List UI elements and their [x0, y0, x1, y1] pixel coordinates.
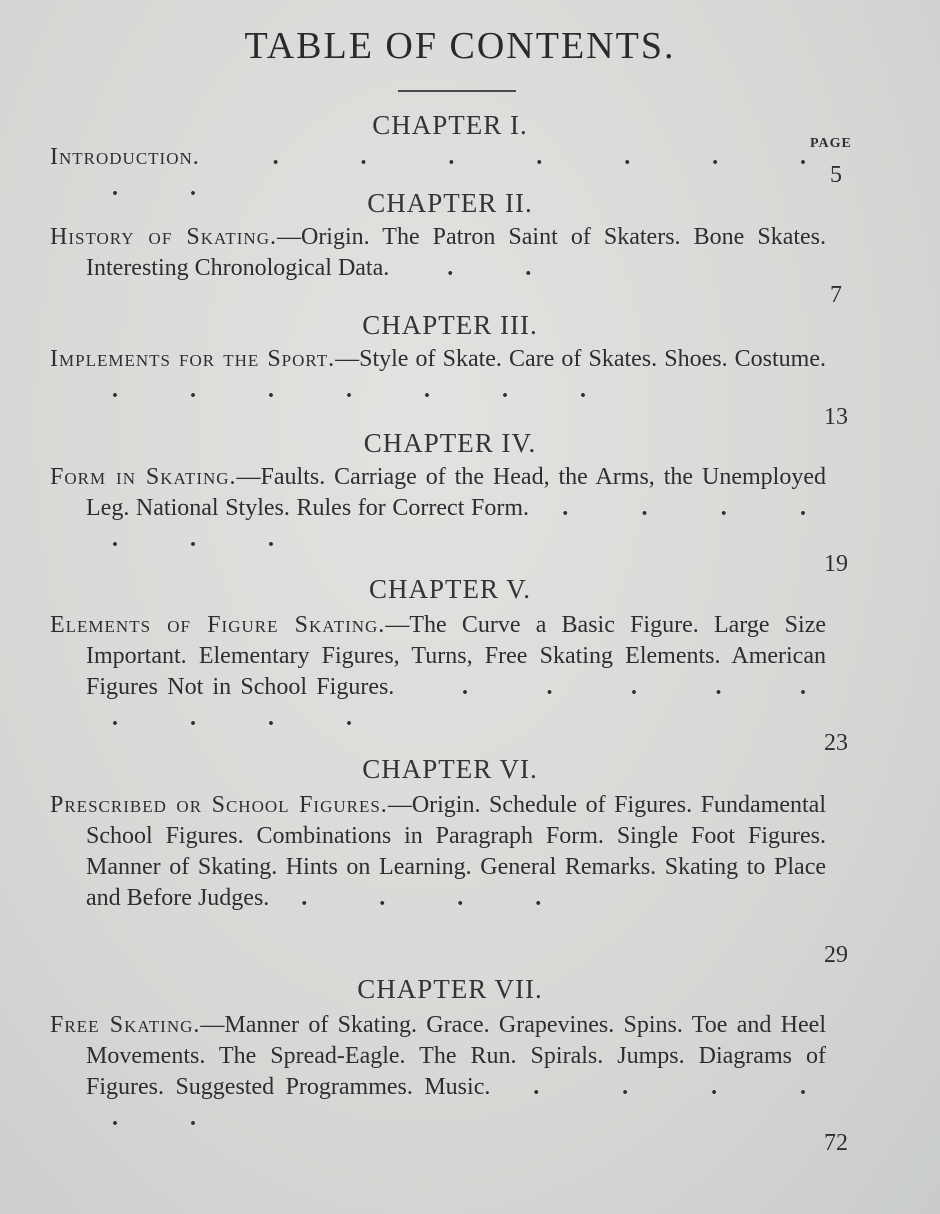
chapter-subject: Prescribed or School Figures.	[50, 792, 388, 818]
chapter-subject: Elements of Figure Skating.	[50, 612, 386, 638]
page-number: 23	[824, 730, 848, 756]
page-number: 13	[824, 404, 848, 430]
leader-dots: . . . .	[275, 885, 562, 911]
leader-dots: . . . . . . .	[86, 377, 606, 403]
chapter-heading: CHAPTER V.	[368, 574, 532, 604]
page-number: 5	[830, 162, 842, 188]
page-column-label: PAGE	[810, 136, 852, 151]
leader-dots: . . . . . . . . .	[86, 144, 827, 201]
leader-dots: . . . . . .	[86, 1074, 827, 1131]
chapter-subject: Form in Skating.	[50, 464, 237, 490]
chapter-subject: Implements for the Sport.	[50, 346, 336, 372]
chapter-subject: Introduction.	[50, 144, 200, 170]
page-number: 72	[824, 1130, 848, 1156]
chapter-description: —Faults. Carriage of the Head, the Arms, the Unemployed Leg. National Styles. Rules for Correct Form.	[86, 464, 826, 521]
chapter-heading: CHAPTER VI.	[362, 754, 538, 784]
chapter-entry	[50, 790, 826, 914]
chapter-heading: CHAPTER VII.	[357, 974, 543, 1004]
chapter-heading: CHAPTER IV.	[363, 428, 537, 458]
leader-dots: . . . . . . . . .	[86, 674, 827, 731]
chapter-entry	[50, 610, 826, 734]
page-number: 19	[824, 551, 848, 577]
chapter-description: —Origin. Schedule of Figures. Fundamental School Figures. Combinations in Paragraph Form. Single Foot Figures. Manner of Skating. Hints on Learning. General Remarks. Skating to Place and Before Judges.	[86, 792, 826, 911]
chapter-heading: CHAPTER III.	[362, 310, 538, 340]
page-number: 7	[830, 282, 842, 308]
chapter-subject: History of Skating.	[50, 224, 277, 250]
chapter-heading: CHAPTER II.	[367, 188, 533, 218]
chapter-heading: CHAPTER I.	[372, 110, 528, 140]
chapter-entry	[50, 344, 826, 406]
chapter-subject: Free Skating.	[50, 1012, 201, 1038]
chapter-description: —Origin. The Patron Saint of Skaters. Bone Skates. Interesting Chronological Data.	[86, 224, 827, 281]
page-number: 29	[824, 942, 848, 968]
title-rule	[398, 90, 516, 92]
chapter-description: —The Curve a Basic Figure. Large Size Important. Elementary Figures, Turns, Free Skating Elements. American Figures Not in School Figures.	[86, 612, 826, 700]
chapter-description: —Manner of Skating. Grace. Grapevines. Spins. Toe and Heel Movements. The Spread-Eagle. The Run. Spirals. Jumps. Diagrams of Figures. Suggested Programmes. Music.	[86, 1012, 826, 1100]
chapter-entry	[50, 1010, 826, 1134]
chapter-entry	[50, 462, 826, 555]
leader-dots: . . . . . . .	[86, 495, 826, 552]
chapter-entry	[50, 222, 826, 284]
chapter-description: —Style of Skate. Care of Skates. Shoes. Costume.	[335, 346, 827, 372]
leader-dots: . .	[395, 255, 552, 281]
page-title: TABLE OF CONTENTS.	[244, 25, 676, 67]
